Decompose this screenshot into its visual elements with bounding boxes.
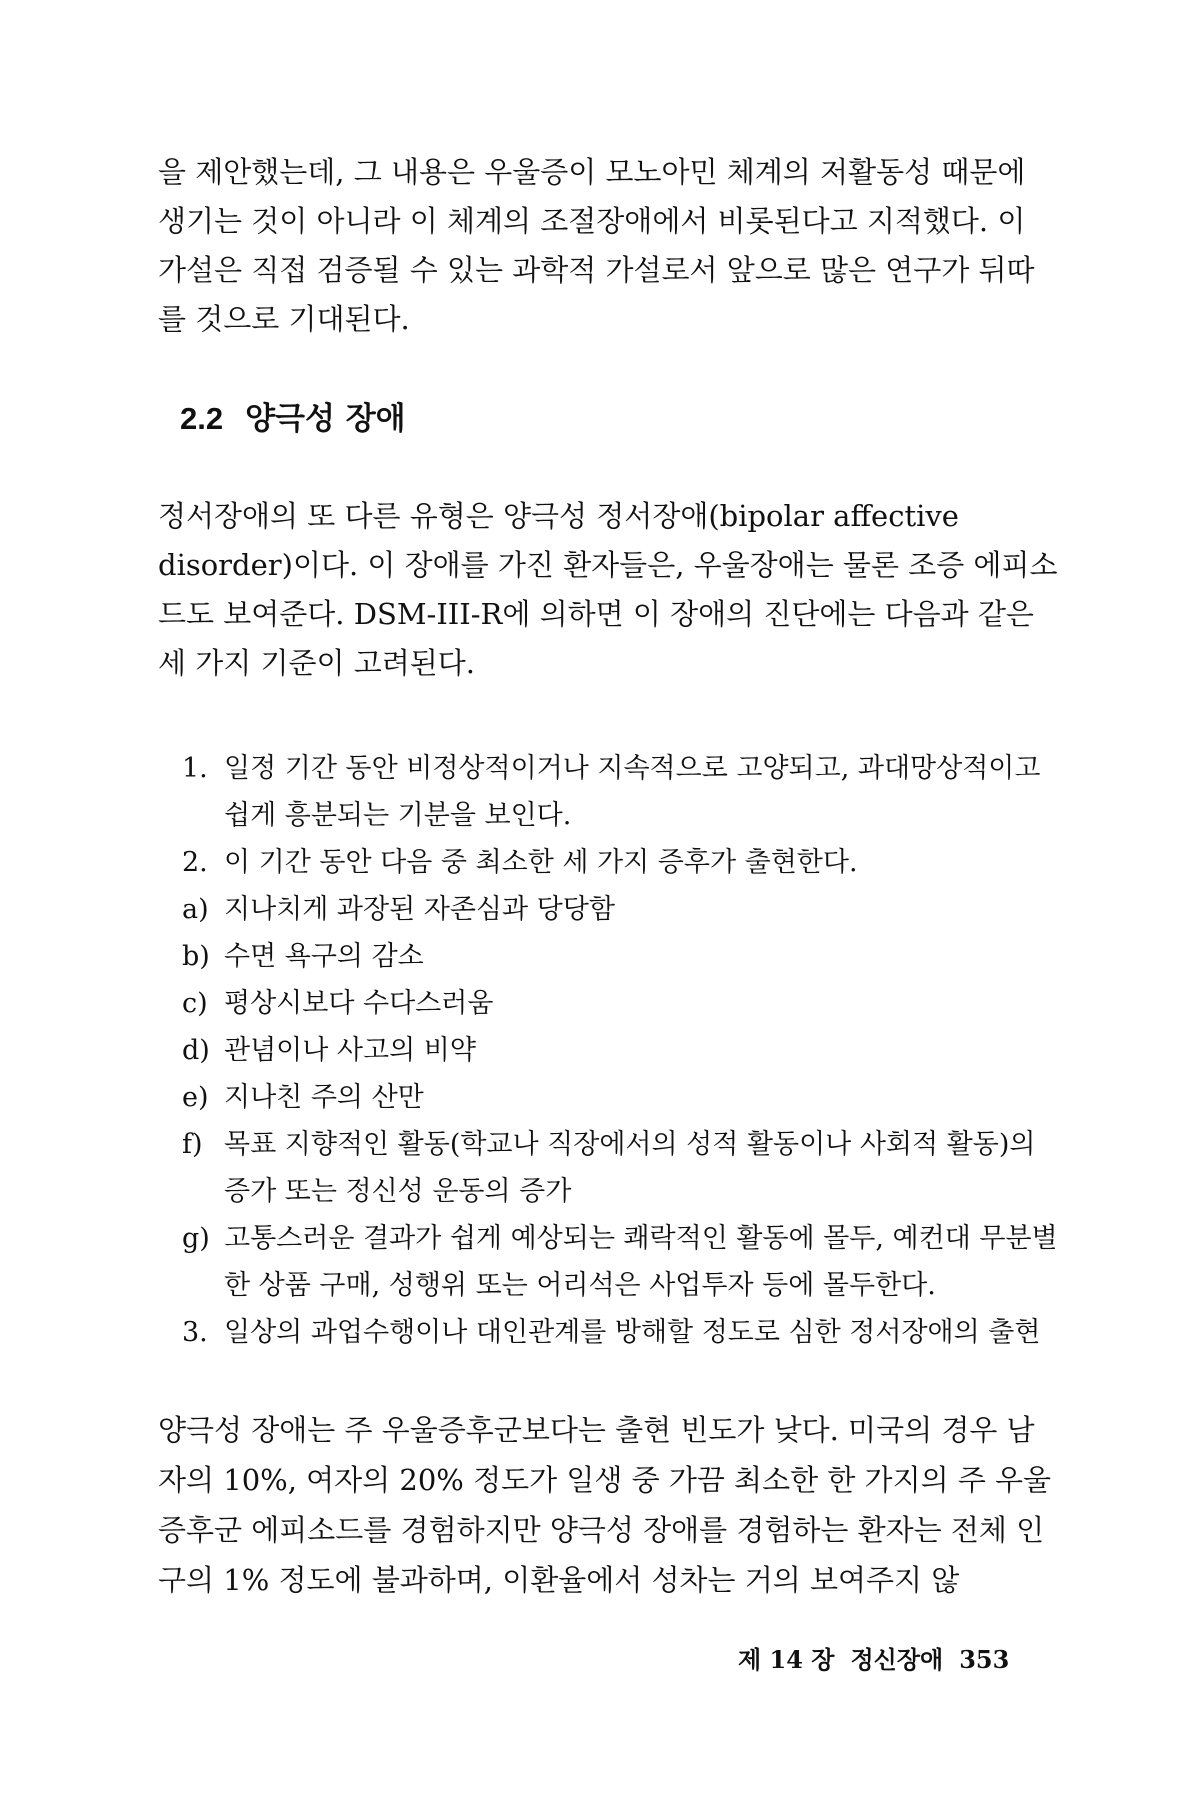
intro-paragraph: 을 제안했는데, 그 내용은 우울증이 모노아민 체계의 저활동성 때문에 생기는 것이 아니라 이 체계의 조절장애에서 비롯된다고 지적했다. 이 가설은 직접 검증될 수 있는 과학적 가설로서 앞으로 많은 연구가 뒤따를 것으로 기대된다. [158, 155, 1035, 336]
section-title: 양극성 장애 [245, 401, 406, 437]
criteria-number: 2. [182, 847, 208, 878]
criteria-item [182, 839, 1062, 886]
symptom-letter: g) [182, 1223, 210, 1254]
symptom-text: 목표 지향적인 활동(학교나 직장에서의 성적 활동이나 사회적 활동)의 증가 또는 정신성 운동의 증가 [224, 1129, 1036, 1207]
symptom-text: 고통스러운 결과가 쉽게 예상되는 쾌락적인 활동에 몰두, 예컨대 무분별한 상품 구매, 성행위 또는 어리석은 사업투자 등에 몰두한다. [224, 1223, 1058, 1301]
symptom-text: 관념이나 사고의 비약 [224, 1035, 476, 1066]
section-number: 2.2 [180, 401, 224, 436]
symptom-letter: e) [182, 1082, 209, 1113]
page-number: 353 [959, 1645, 1010, 1674]
criteria-sublist-container [182, 886, 1062, 1309]
closing-paragraph: 양극성 장애는 주 우울증후군보다는 출현 빈도가 낮다. 미국의 경우 남자의 10%, 여자의 20% 정도가 일생 중 가끔 최소한 한 가지의 주 우울증후군 에피소드를 경험하지만 양극성 장애를 경험하는 환자는 전체 인구의 1% 정도에 불과하며, 이환율에서 성차는 거의 보여주지 않 [158, 1413, 1052, 1597]
section-heading [180, 393, 406, 438]
symptom-letter: c) [182, 988, 208, 1019]
symptom-text: 수면 욕구의 감소 [224, 941, 424, 972]
criteria-item [182, 745, 1062, 839]
criteria-item [182, 1309, 1062, 1356]
symptom-text: 지나친 주의 산만 [224, 1082, 424, 1113]
page-footer [738, 1640, 1025, 1675]
symptom-item [182, 1074, 1062, 1121]
criteria-text: 일정 기간 동안 비정상적이거나 지속적으로 고양되고, 과대망상적이고 쉽게 흥분되는 기분을 보인다. [224, 753, 1041, 831]
symptom-sublist [182, 886, 1062, 1309]
criteria-list [182, 745, 1062, 1356]
symptom-item [182, 886, 1062, 933]
symptom-letter: a) [182, 894, 209, 925]
criteria-text: 일상의 과업수행이나 대인관계를 방해할 정도로 심한 정서장애의 출현 [224, 1317, 1041, 1348]
symptom-item [182, 1121, 1062, 1215]
symptom-letter: d) [182, 1035, 210, 1066]
criteria-number: 1. [182, 753, 208, 784]
symptom-item [182, 1027, 1062, 1074]
symptom-item [182, 980, 1062, 1027]
chapter-label: 제 14 장 [738, 1645, 835, 1674]
criteria-text: 이 기간 동안 다음 중 최소한 세 가지 증후가 출현한다. [224, 847, 858, 878]
symptom-item [182, 933, 1062, 980]
symptom-text: 평상시보다 수다스러움 [224, 988, 494, 1019]
criteria-number: 3. [182, 1317, 208, 1348]
symptom-item [182, 1215, 1062, 1309]
symptom-letter: b) [182, 941, 210, 972]
symptom-text: 지나치게 과장된 자존심과 당당함 [224, 894, 615, 925]
chapter-title: 정신장애 [850, 1645, 944, 1674]
body-paragraph: 정서장애의 또 다른 유형은 양극성 정서장애(bipolar affective disorder)이다. 이 장애를 가진 환자들은, 우울장애는 물론 조증 에피소드도 보여준다. DSM-III-R에 의하면 이 장애의 진단에는 다음과 같은 세 가지 기준이 고려된다. [158, 499, 1058, 680]
symptom-letter: f) [182, 1129, 203, 1160]
